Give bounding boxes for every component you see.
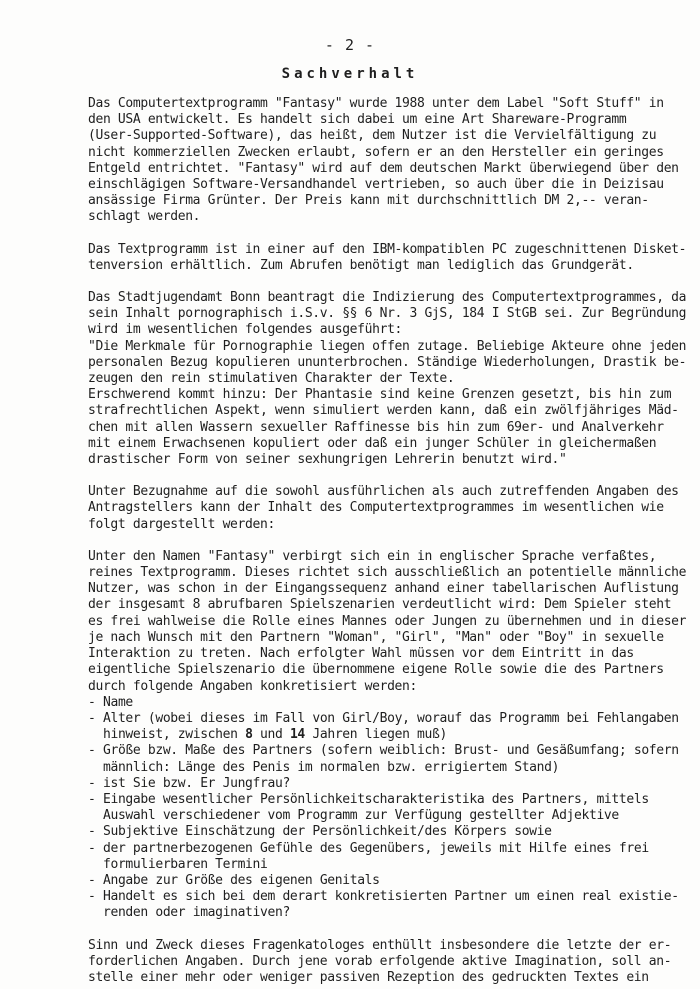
text-line: Unter den Namen "Fantasy" verbirgt sich ein in englischer Sprache verfaßtes, [88, 548, 657, 564]
quote-line: "Die Merkmale für Pornographie liegen offen zutage. Beliebige Akteure ohne jeden [88, 338, 687, 354]
age-max: 14 [289, 727, 305, 743]
list-item: - Name [88, 694, 133, 710]
quote-line: chen mit allen Wassern sexueller Raffinesse bis hin zum 69er- und Analverkehr [88, 419, 664, 435]
text-line: Unter Bezugnahme auf die sowohl ausführlichen als auch zutreffenden Angaben des [88, 484, 679, 500]
text-line: schlagt werden. [88, 209, 201, 225]
text-line: (User-Supported-Software), das heißt, dem Nutzer ist die Vervielfältigung zu [88, 128, 657, 144]
text-line: es frei wahlweise die Rolle eines Mannes oder Jungen zu übernehmen und in dieser [88, 613, 687, 629]
text-line: eigentliche Spielszenario die übernommene eigene Rolle sowie die des Partners [88, 662, 664, 678]
text-line: Das Computertextprogramm "Fantasy" wurde 1988 unter dem Label "Soft Stuff" in [88, 96, 664, 111]
text-line: Antragstellers kann der Inhalt des Computertextprogrammes im wesentlichen wie [88, 500, 664, 516]
text-line: den USA entwickelt. Es handelt sich dabei um eine Art Shareware-Programm [88, 112, 627, 128]
text-line: durch folgende Angaben konkretisiert werden: [88, 678, 417, 694]
section-heading: Sachverhalt [281, 66, 419, 82]
page-number: - 2 - [324, 36, 376, 54]
text-line: Das Textprogramm ist in einer auf den IBM-kompatiblen PC zugeschnittenen Disket- [88, 241, 687, 257]
paragraph-format [88, 241, 687, 274]
text-line: forderlichen Angaben. Durch jene vorab erfolgende aktive Imagination, soll an- [88, 953, 672, 969]
list-item: - Eingabe wesentlicher Persönlichkeitscharakteristika des Partners, mittels Auswahl verschiedener vom Programm zur Verfügung gestellter Adjektive [88, 791, 649, 824]
text-line: einschlägigen Software-Versandhandel vertrieben, so auch über die in Deizisau [88, 177, 664, 193]
text-line: Interaktion zu treten. Nach erfolgter Wahl müssen vor dem Eintritt in das [88, 646, 634, 662]
text-line: nicht kommerziellen Zwecken erlaubt, sofern er an den Hersteller ein geringes [88, 144, 664, 160]
list-item: - ist Sie bzw. Er Jungfrau? [88, 775, 290, 791]
list-item: - Größe bzw. Maße des Partners (sofern weiblich: Brust- und Gesäßumfang; sofern männlich: Länge des Penis im normalen bzw. errigiertem Stand) [88, 743, 679, 775]
list-item: - Subjektive Einschätzung der Persönlichkeit/des Körpers sowie [88, 824, 552, 840]
list-item: - Alter (wobei dieses im Fall von Girl/Boy, worauf das Programm bei Fehlangaben hinweist, zwischen 8 und 14 Jahren liegen muß) [88, 710, 679, 743]
paragraph-intro [88, 96, 679, 226]
paragraph-application [88, 290, 687, 468]
list-item: - Handelt es sich bei dem derart konkretisierten Partner um einen real existie- renden oder imaginativen? [88, 889, 679, 921]
paragraph-purpose [88, 937, 672, 987]
text-line: reines Textprogramm. Dieses richtet sich ausschließlich an potentielle männliche [88, 565, 687, 581]
text-line: Nutzer, was schon in der Eingangssequenz anhand einer tabellarischen Auflistung [88, 581, 679, 597]
quote-line: strafrechtlichen Aspekt, wenn simuliert werden kann, daß ein zwölfjähriges Mäd- [88, 403, 679, 419]
text-line: Sinn und Zweck dieses Fragenkatologes enthüllt insbesondere die letzte der er- [88, 937, 672, 953]
text-line: der insgesamt 8 abrufbaren Spielszenarien verdeutlicht wird: Dem Spieler steht [88, 597, 672, 613]
paragraph-description [88, 548, 687, 695]
text-line: stelle einer mehr oder weniger passiven Rezeption des gedruckten Textes ein [88, 969, 649, 985]
text-line: Das Stadtjugendamt Bonn beantragt die Indizierung des Computertextprogrammes, da [88, 290, 687, 306]
text-line: wird im wesentlichen folgendes ausgeführt: [88, 322, 403, 338]
list-item: - Angabe zur Größe des eigenen Genitals [88, 872, 380, 888]
text-line: folgt dargestellt werden: [88, 516, 275, 532]
paragraph-reference [88, 484, 679, 533]
list-item: - der partnerbezogenen Gefühle des Gegenübers, jeweils mit Hilfe eines frei formulierbaren Termini [88, 840, 649, 872]
quote-line: Erschwerend kommt hinzu: Der Phantasie sind keine Grenzen gesetzt, bis hin zum [88, 387, 672, 403]
document-body [88, 96, 687, 1002]
quote-line: mit einem Erwachsenen kopuliert oder daß ein junger Schüler in gleichermaßen [88, 435, 657, 451]
age-min: 8 [245, 727, 253, 743]
quote-line: drastischer Form von seiner sexhungrigen Lehrerin benutzt wird." [88, 452, 567, 468]
input-fields-list [88, 694, 679, 922]
text-line: tenversion erhältlich. Zum Abrufen benötigt man lediglich das Grundgerät. [88, 257, 634, 273]
text-line: sein Inhalt pornographisch i.S.v. §§ 6 Nr. 3 GjS, 184 I StGB sei. Zur Begründung [88, 306, 687, 322]
text-line: ansässige Firma Grünter. Der Preis kann mit durchschnittlich DM 2,-- veran- [88, 193, 649, 209]
text-line: je nach Wunsch mit den Partnern "Woman", "Girl", "Man" oder "Boy" in sexuelle [88, 629, 664, 645]
quote-line: zeugen den rein stimulativen Charakter der Texte. [88, 371, 455, 387]
text-line: Entgeld entrichtet. "Fantasy" wird auf dem deutschen Markt überwiegend über den [88, 160, 679, 176]
quote-line: personalen Bezug kopulieren ununterbrochen. Ständige Wiederholungen, Drastik be- [88, 354, 687, 370]
